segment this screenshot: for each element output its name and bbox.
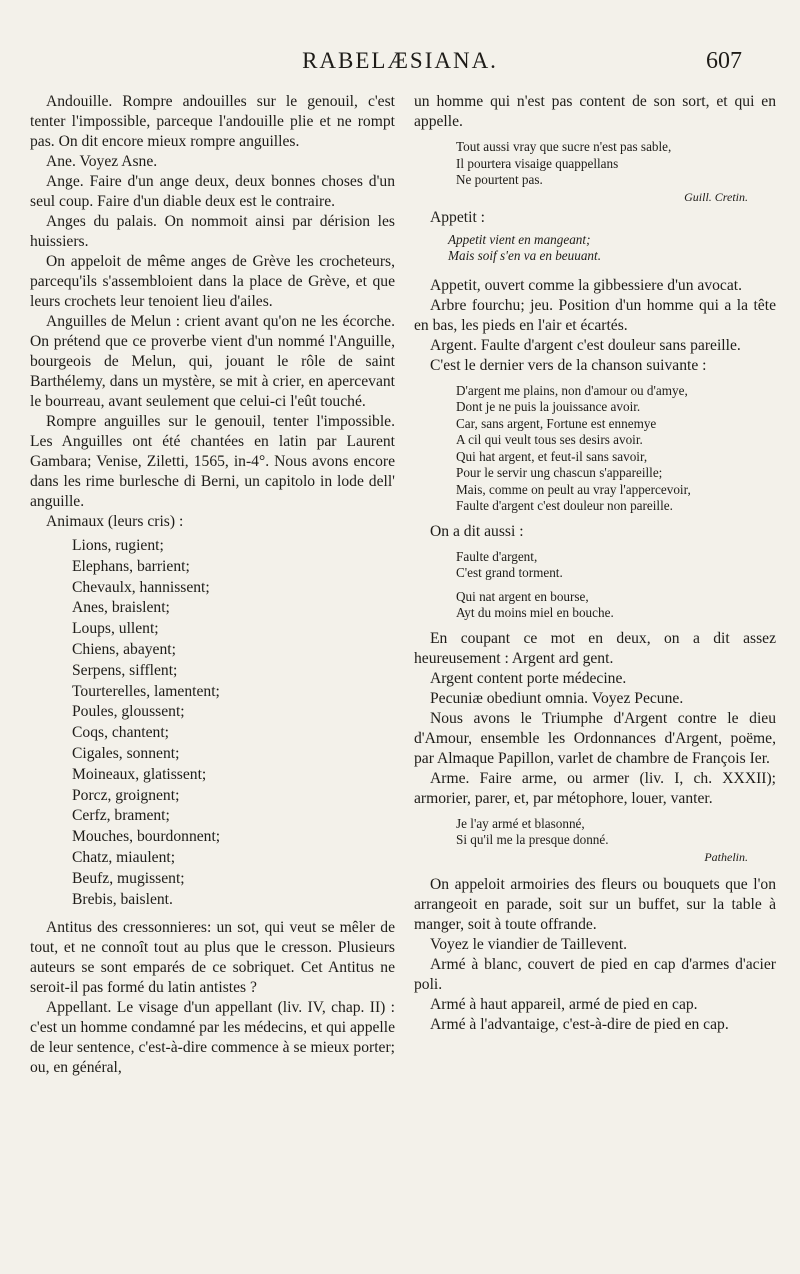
entry-dernier-vers: C'est le dernier vers de la chanson suivante : [430,356,707,374]
entry-pecuniae: Pecuniæ obediunt omnia. Voyez Pecune. [430,689,684,707]
verse-line: C'est grand torment. [456,565,563,580]
entry-appetit: Appetit : [430,208,486,226]
verse-line: Pour le servir ung chascun s'appareille; [456,465,663,480]
verse-line: Il pourtera visaige quappellans [456,155,619,171]
entry-arme-a-blanc: Armé à blanc, couvert de pied en cap d'armes d'acier poli. [414,955,776,993]
list-item: Chevaulx, hannissent; [72,578,210,596]
verse-cretin [414,139,776,189]
entry-ange: Ange. Faire d'un ange deux, deux bonnes choses d'un seul coup. Faire d'un diable deux est le contraire. [30,173,395,210]
entry-appellant-continued: un homme qui n'est pas content de son sort, et qui en appelle. [414,93,776,130]
entry-arme-advantaige: Armé à l'advantaige, c'est-à-dire de pied en cap. [430,1015,729,1033]
entry-arme-haut-appareil: Armé à haut appareil, armé de pied en cap. [430,995,698,1013]
verse-source: Pathelin. [704,849,748,864]
running-title: RABELÆSIANA. [302,48,498,73]
list-item: Loups, ullent; [72,620,159,638]
page-header [0,48,800,88]
entry-ane: Ane. Voyez Asne. [46,153,158,170]
list-item: Serpens, sifflent; [72,661,178,679]
list-item: Porcz, groignent; [72,786,180,804]
verse-line: Qui nat argent en bourse, [456,588,589,604]
entry-appellant: Appellant. Le visage d'un appellant (liv. IV, chap. II) : c'est un homme condamné par les médecins, et qui appelle de leur sentence, c'est-à-dire commence à se mieux porter; ou, en général, [30,999,395,1077]
verse-line: Faulte d'argent c'est douleur non pareille. [456,498,673,513]
list-item: Beufz, mugissent; [72,869,185,887]
verse-pathelin [414,816,776,849]
entry-anges-de-greve: On appeloit de même anges de Grève les crocheteurs, parcequ'ils s'assembloient dans la place de Grève, et que leurs crochets leur tenoient lieu d'ailes. [30,253,395,310]
verse-line: Qui hat argent, et feut-il sans savoir, [456,448,648,464]
entry-arme: Arme. Faire arme, ou armer (liv. I, ch. XXXII); armorier, parer, et, par métophore, louer, vanter. [414,769,776,807]
list-item: Poules, gloussent; [72,703,185,721]
entry-argent-ard-gent: En coupant ce mot en deux, on a dit assez heureusement : Argent ard gent. [414,629,776,667]
verse-line: Appetit vient en mangeant; [448,231,591,247]
entry-anguilles-de-melun: Anguilles de Melun : crient avant qu'on ne les écorche. On prétend que ce proverbe vient d'un nommé l'Anguille, bourgeois de Melun, qui, jouant le rôle de saint Barthélemy, dans un mystère, se mit à crier, en apercevant le bourreau, avant seulement que celui-ci l'eût touché. [30,313,395,410]
verse-line: Ayt du moins miel en bouche. [456,605,614,620]
verse-line: Faulte d'argent, [456,548,538,564]
entry-andouille: Andouille. Rompre andouilles sur le genouil, c'est tenter l'impossible, parceque l'andouille plie et ne rompt pas. On dit encore mieux rompre anguilles. [30,93,395,150]
entry-argent-content: Argent content porte médecine. [430,669,627,687]
list-item: Cigales, sonnent; [72,744,180,762]
entry-anges-du-palais: Anges du palais. On nommoit ainsi par dérision les huissiers. [30,213,395,250]
verse-line: Car, sans argent, Fortune est ennemye [456,415,657,431]
verse-bourse [414,589,776,622]
entry-armoiries: On appeloit armoiries des fleurs ou bouquets que l'on arrangeoit en parade, soit sur un buffet, sur la table à manger, soit à toute offrande. [414,875,776,933]
list-item: Tourterelles, lamentent; [72,682,220,700]
list-item: Moineaux, glatissent; [72,765,207,783]
entry-argent: Argent. Faulte d'argent c'est douleur sans pareille. [430,336,741,354]
entry-viandier: Voyez le viandier de Taillevent. [430,935,628,953]
list-item: Chiens, abayent; [72,640,176,658]
verse-chanson [414,383,776,515]
verse-line: A cil qui veult tous ses desirs avoir. [456,432,643,447]
entry-antitus: Antitus des cressonnieres: un sot, qui veut se mêler de tout, et ne connoît tout au plus que le cresson. Plusieurs auteurs se sont emparés de ce sobriquet. Cet Antitus ne seroit-il pas formé du latin antistes ? [30,919,395,997]
entry-on-a-dit-aussi: On a dit aussi : [430,522,524,540]
entry-appetit-ouvert: Appetit, ouvert comme la gibbessiere d'un avocat. [430,276,742,294]
verse-line: Je l'ay armé et blasonné, [456,815,585,831]
page-number: 607 [706,48,742,74]
list-item: Anes, braislent; [72,599,170,617]
list-item: Mouches, bourdonnent; [72,828,221,846]
list-item: Cerfz, brament; [72,807,170,825]
list-item: Elephans, barrient; [72,557,190,575]
left-column [30,92,395,1078]
verse-appetit [414,232,776,265]
entry-triumphe: Nous avons le Triumphe d'Argent contre le dieu d'Amour, ensemble les Ordonnances d'Argent, poëme, par Almaque Papillon, varlet de chambre de François Ier. [414,709,776,767]
entry-rompre-anguilles: Rompre anguilles sur le genouil, tenter l'impossible. Les Anguilles ont été chantées en latin par Laurent Gambara; Venise, Ziletti, 1565, in-4°. Nous avons encore dans les rime burlesche di Berni, un capitolo in lode dell' anguille. [30,413,395,510]
verse-line: Tout aussi vray que sucre n'est pas sable, [456,139,672,154]
verse-line: Mais, comme on peult au vray l'appercevoir, [456,481,691,497]
verse-line: Si qu'il me la presque donné. [456,832,609,847]
list-item: Lions, rugient; [72,537,164,554]
entry-animaux: Animaux (leurs cris) : [46,513,184,530]
right-column [414,92,776,1035]
list-item: Coqs, chantent; [72,724,170,742]
verse-line: Dont je ne puis la jouissance avoir. [456,399,641,414]
verse-line: D'argent me plains, non d'amour ou d'amye, [456,382,688,398]
verse-line: Mais soif s'en va en beuuant. [448,248,601,263]
list-item: Chatz, miaulent; [72,848,176,866]
list-item: Brebis, baislent. [72,890,173,908]
animal-cries-list [30,536,395,910]
verse-source: Guill. Cretin. [684,189,748,204]
entry-arbre-fourchu: Arbre fourchu; jeu. Position d'un homme qui a la tête en bas, les pieds en l'air et écartés. [414,296,776,334]
verse-line: Ne pourtent pas. [456,172,543,187]
verse-faulte-d-argent [414,549,776,582]
